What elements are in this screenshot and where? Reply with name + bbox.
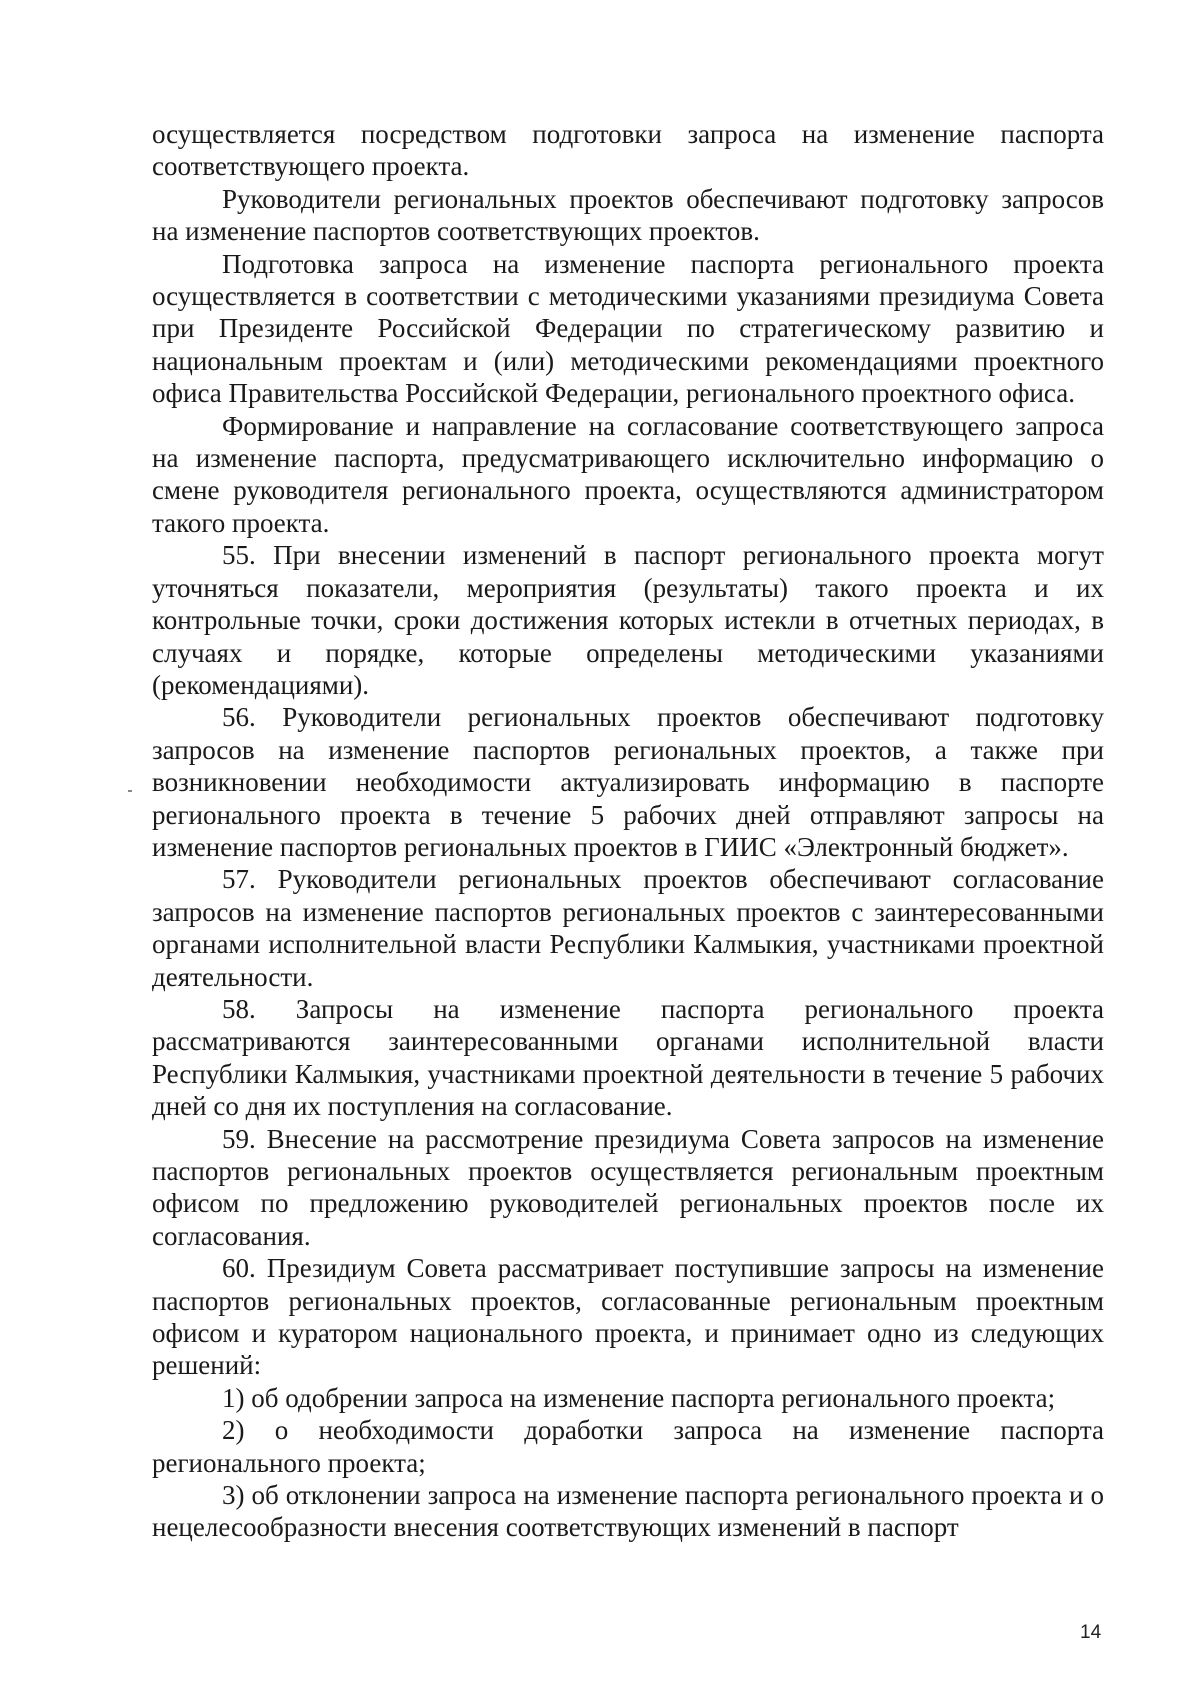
list-item-revision: 2) о необходимости доработки запроса на изменение паспорта регионального проекта; bbox=[152, 1415, 1104, 1478]
paragraph-item-56: 56. Руководители региональных проектов обеспечивают подготовку запросов на изменение паспортов региональных проектов, а также при возникновении необходимости актуализировать информацию в паспорте регионального проекта в течение 5 рабочих дней отправляют запросы на изменение паспортов региональных проектов в ГИИС «Электронный бюджет». bbox=[152, 702, 1104, 862]
document-body bbox=[152, 118, 1104, 1544]
page-number: 14 bbox=[1080, 1622, 1102, 1643]
paragraph-item-59: 59. Внесение на рассмотрение президиума Совета запросов на изменение паспортов региональных проектов осуществляется региональным проектным офисом по предложению руководителей региональных проектов после их согласования. bbox=[152, 1123, 1104, 1251]
paragraph-project-leaders: Руководители региональных проектов обеспечивают подготовку запросов на изменение паспортов соответствующих проектов. bbox=[152, 183, 1104, 247]
paragraph-request-preparation: Подготовка запроса на изменение паспорта регионального проекта осуществляется в соответствии с методическими указаниями президиума Совета при Президенте Российской Федерации по стратегическому развитию и национальным проектам и (или) методическими рекомендациями проектного офиса Правительства Российской Федерации, регионального проектного офиса. bbox=[152, 248, 1104, 409]
list-item-approval: 1) об одобрении запроса на изменение паспорта регионального проекта; bbox=[222, 1382, 1056, 1413]
scan-artifact-mark bbox=[128, 790, 132, 792]
paragraph-item-55: 55. При внесении изменений в паспорт регионального проекта могут уточняться показатели, мероприятия (результаты) такого проекта и их контрольные точки, сроки достижения которых истекли в отчетных периодах, в случаях и порядке, которые определены методическими указаниями (рекомендациями). bbox=[152, 540, 1104, 700]
paragraph-request-forming: Формирование и направление на согласование соответствующего запроса на изменение паспорта, предусматривающего исключительно информацию о смене руководителя регионального проекта, осуществляются администратором такого проекта. bbox=[152, 410, 1104, 538]
paragraph-continuation: осуществляется посредством подготовки запроса на изменение паспорта соответствующего проекта. bbox=[152, 119, 1104, 182]
list-item-rejection: 3) об отклонении запроса на изменение паспорта регионального проекта и о нецелесообразности внесения соответствующих изменений в паспорт bbox=[152, 1480, 1104, 1543]
paragraph-item-60: 60. Президиум Совета рассматривает поступившие запросы на изменение паспортов региональных проектов, согласованные региональным проектным офисом и куратором национального проекта, и принимает одно из следующих решений: bbox=[152, 1253, 1104, 1381]
paragraph-item-58: 58. Запросы на изменение паспорта регионального проекта рассматриваются заинтересованными органами исполнительной власти Республики Калмыкия, участниками проектной деятельности в течение 5 рабочих дней со дня их поступления на согласование. bbox=[152, 993, 1104, 1122]
paragraph-item-57: 57. Руководители региональных проектов обеспечивают согласование запросов на изменение паспортов региональных проектов с заинтересованными органами исполнительной власти Республики Калмыкия, участниками проектной деятельности. bbox=[152, 864, 1104, 992]
